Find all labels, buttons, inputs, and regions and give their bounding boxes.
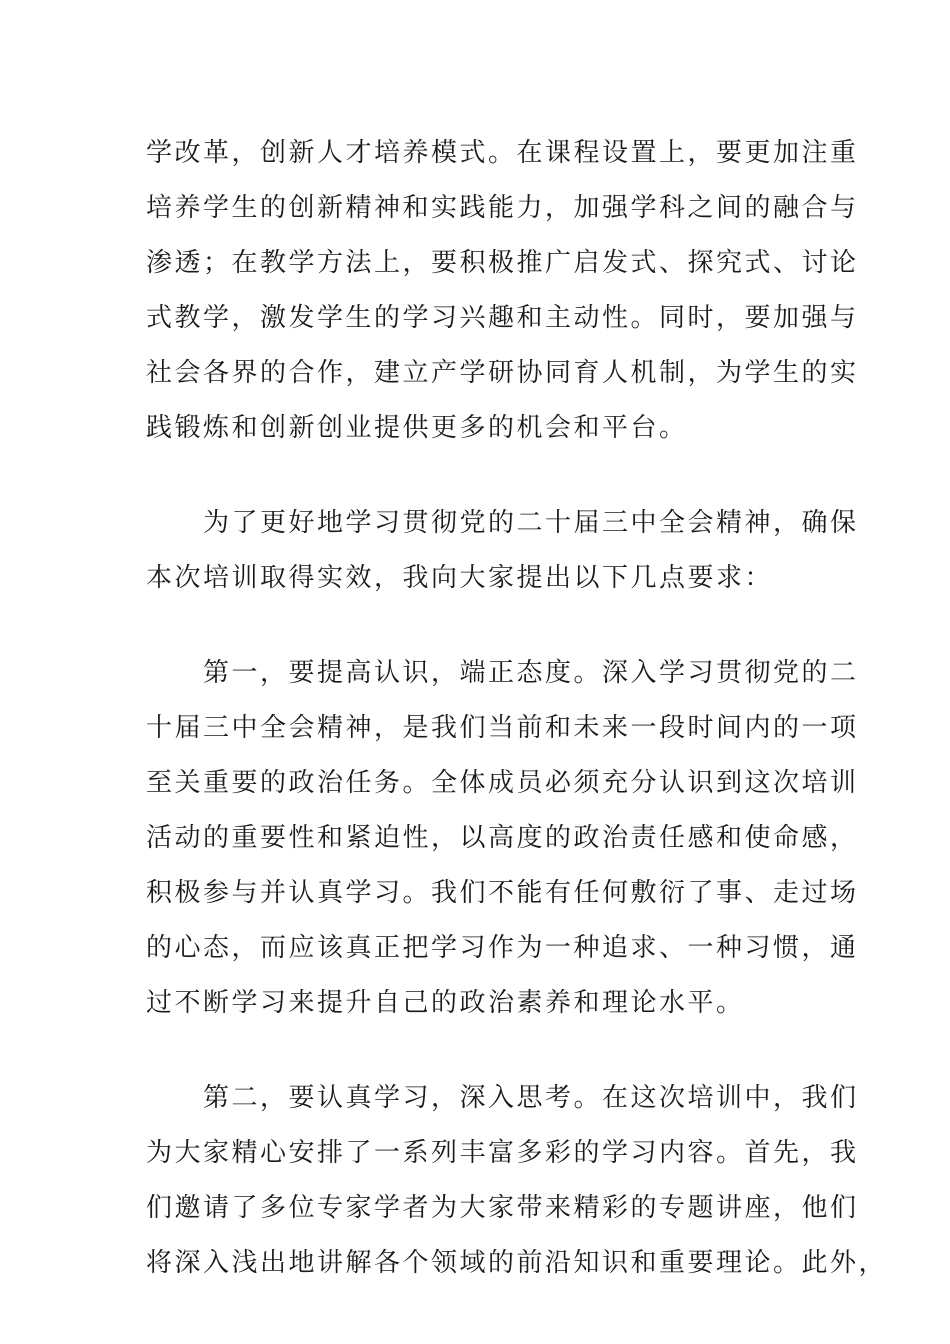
paragraph [146,1071,888,1291]
text-line: 活动的重要性和紧迫性，以高度的政治责任感和使命感， [146,823,859,853]
paragraph-spacer [146,606,806,646]
paragraph-spacer [146,1031,806,1071]
text-line: 的心态，而应该真正把学习作为一种追求、一种习惯，通 [146,933,859,963]
text-line: 培养学生的创新精神和实践能力，加强学科之间的融合与 [146,193,859,223]
paragraph [146,126,859,456]
text-line: 学改革，创新人才培养模式。在课程设置上，要更加注重 [146,138,859,168]
text-line: 过不断学习来提升自己的政治素养和理论水平。 [146,988,745,1018]
text-line: 践锻炼和创新创业提供更多的机会和平台。 [146,413,688,443]
paragraph-spacer [146,456,806,496]
paragraph [146,496,859,606]
text-line: 式教学，激发学生的学习兴趣和主动性。同时，要加强与 [146,303,859,333]
text-line: 至关重要的政治任务。全体成员必须充分认识到这次培训 [146,768,859,798]
paragraph [146,646,859,1031]
document-body [146,126,888,1291]
text-line: 十届三中全会精神，是我们当前和未来一段时间内的一项 [146,713,859,743]
text-line: 们邀请了多位专家学者为大家带来精彩的专题讲座，他们 [146,1193,859,1223]
text-line: 将深入浅出地讲解各个领域的前沿知识和重要理论。此外， [146,1248,888,1278]
text-line: 积极参与并认真学习。我们不能有任何敷衍了事、走过场 [146,878,859,908]
text-line: 本次培训取得实效，我向大家提出以下几点要求： [146,563,774,593]
text-line: 社会各界的合作，建立产学研协同育人机制，为学生的实 [146,358,859,388]
text-line: 渗透；在教学方法上，要积极推广启发式、探究式、讨论 [146,248,859,278]
text-line: 第一，要提高认识，端正态度。深入学习贯彻党的二 [146,658,859,688]
text-line: 为了更好地学习贯彻党的二十届三中全会精神，确保 [146,508,859,538]
text-line: 为大家精心安排了一系列丰富多彩的学习内容。首先，我 [146,1138,859,1168]
text-line: 第二，要认真学习，深入思考。在这次培训中，我们 [146,1083,859,1113]
